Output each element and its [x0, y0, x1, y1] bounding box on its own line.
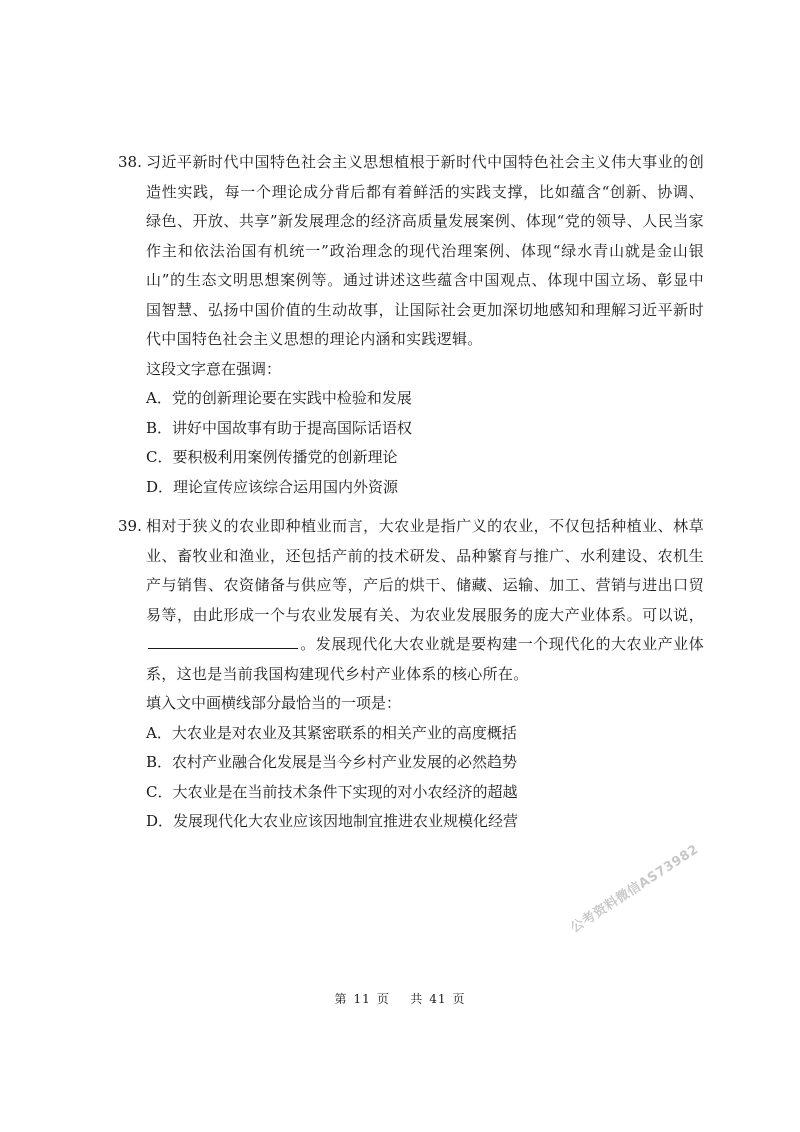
stem-after-blank: 。发展现代化大农业就是要构建一个现代化的大农业产业体系，这也是当前我国构建现代乡村产业体系的核心所在。 [146, 635, 704, 683]
fill-in-blank [148, 633, 298, 649]
option-c: C．要积极利用案例传播党的创新理论 [146, 448, 398, 466]
question-prompt: 这段文字意在强调： [146, 359, 282, 378]
question-39 [118, 512, 704, 837]
option-a: A．大农业是对农业及其紧密联系的相关产业的高度概括 [146, 723, 517, 742]
question-38 [118, 148, 704, 502]
question-stem: 习近平新时代中国特色社会主义思想植根于新时代中国特色社会主义伟大事业的创造性实践，每一个理论成分背后都有着鲜活的实践支撑，比如蕴含“创新、协调、绿色、开放、共享”新发展理念的经济高质量发展案例、体现“党的领导、人民当家作主和依法治国有机统一”政治理念的现代治理案例、体现“绿水青山就是金山银山”的生态文明思想案例等。通过讲述这些蕴含中国观点、体现中国立场、彰显中国智慧、弘扬中国价值的生动故事，让国际社会更加深切地感知和理解习近平新时代中国特色社会主义思想的理论内涵和实践逻辑。 [146, 153, 704, 348]
footer-suffix: 页 [452, 992, 466, 1006]
question-stem [146, 512, 704, 689]
option-c: C．大农业是在当前技术条件下实现的对小农经济的超越 [146, 782, 518, 801]
option-d: D．发展现代化大农业应该因地制宜推进农业规模化经营 [146, 812, 519, 830]
footer-page-word: 页 [376, 992, 390, 1006]
total-pages-number: 41 [429, 992, 447, 1006]
option-b: B．讲好中国故事有助于提高国际话语权 [146, 418, 413, 437]
watermark: 公考资料微信AS73982 [568, 842, 702, 936]
option-d: D．理论宣传应该综合运用国内外资源 [146, 477, 399, 496]
question-number: 38. [118, 153, 142, 171]
question-number: 39. [118, 517, 142, 535]
page-footer [0, 990, 800, 1007]
option-b: B．农村产业融合化发展是当今乡村产业发展的必然趋势 [146, 753, 518, 771]
footer-prefix: 第 [334, 992, 348, 1006]
option-a: A．党的创新理论要在实践中检验和发展 [146, 389, 412, 407]
question-prompt: 填入文中画横线部分最恰当的一项是： [146, 694, 402, 712]
footer-total-prefix: 共 [410, 992, 424, 1006]
current-page-number: 11 [353, 992, 371, 1006]
stem-before-blank: 相对于狭义的农业即种植业而言，大农业是指广义的农业，不仅包括种植业、林草业、畜牧业和渔业，还包括产前的技术研发、品种繁育与推广、水利建设、农机生产与销售、农资储备与供应等，产后的烘干、储藏、运输、加工、营销与进出口贸易等，由此形成一个与农业发展有关、为农业发展服务的庞大产业体系。可以说， [146, 517, 704, 624]
